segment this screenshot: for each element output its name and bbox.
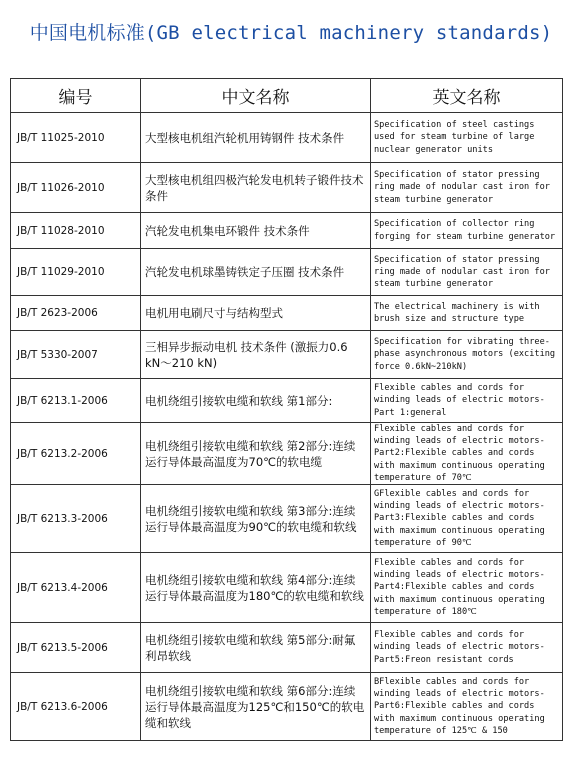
english-name: Specification of steel castings used for steam turbine of large nuclear generator units xyxy=(371,113,563,163)
table-row xyxy=(11,673,563,741)
chinese-name: 电机绕组引接软电缆和软线 第2部分:连续运行导体最高温度为70℃的软电缆 xyxy=(141,423,371,485)
english-name: Specification of stator pressing ring made of nodular cast iron for steam turbine generator xyxy=(371,249,563,296)
standard-code: JB/T 6213.1-2006 xyxy=(11,379,141,423)
table-row xyxy=(11,113,563,163)
page-title: 中国电机标准(GB electrical machinery standards) xyxy=(29,22,553,44)
english-name: BFlexible cables and cords for winding leads of electric motors-Part6:Flexible cables and cords with maximum continuous operating temperature of 125℃ & 150 xyxy=(371,673,563,741)
table-row xyxy=(11,485,563,553)
table-row xyxy=(11,296,563,331)
table-row xyxy=(11,163,563,213)
table-row xyxy=(11,553,563,623)
table-header-row xyxy=(11,79,563,113)
header-chinese-name: 中文名称 xyxy=(141,79,371,113)
chinese-name: 大型核电机组四极汽轮发电机转子锻件技术条件 xyxy=(141,163,371,213)
chinese-name: 电机绕组引接软电缆和软线 第4部分:连续运行导体最高温度为180℃的软电缆和软线 xyxy=(141,553,371,623)
header-code: 编号 xyxy=(11,79,141,113)
table-row xyxy=(11,213,563,249)
standard-code: JB/T 6213.3-2006 xyxy=(11,485,141,553)
table-row xyxy=(11,249,563,296)
standards-table xyxy=(10,78,563,741)
chinese-name: 汽轮发电机球墨铸铁定子压圈 技术条件 xyxy=(141,249,371,296)
english-name: Flexible cables and cords for winding leads of electric motors-Part 1:general xyxy=(371,379,563,423)
standard-code: JB/T 6213.4-2006 xyxy=(11,553,141,623)
table-row xyxy=(11,331,563,379)
standard-code: JB/T 11029-2010 xyxy=(11,249,141,296)
english-name: Flexible cables and cords for winding leads of electric motors-Part4:Flexible cables and cords with maximum continuous operating temperature of 180℃ xyxy=(371,553,563,623)
standard-code: JB/T 2623-2006 xyxy=(11,296,141,331)
standard-code: JB/T 11025-2010 xyxy=(11,113,141,163)
chinese-name: 大型核电机组汽轮机用铸钢件 技术条件 xyxy=(141,113,371,163)
chinese-name: 电机绕组引接软电缆和软线 第1部分: xyxy=(141,379,371,423)
table-row xyxy=(11,423,563,485)
english-name: GFlexible cables and cords for winding leads of electric motors-Part3:Flexible cables and cords with maximum continuous operating temperature of 90℃ xyxy=(371,485,563,553)
standard-code: JB/T 6213.6-2006 xyxy=(11,673,141,741)
english-name: Specification of collector ring forging for steam turbine generator xyxy=(371,213,563,249)
header-english-name: 英文名称 xyxy=(371,79,563,113)
chinese-name: 电机绕组引接软电缆和软线 第5部分:耐氟利昂软线 xyxy=(141,623,371,673)
english-name: Specification for vibrating three-phase asynchronous motors (exciting force 0.6kN~210kN) xyxy=(371,331,563,379)
standard-code: JB/T 11026-2010 xyxy=(11,163,141,213)
standard-code: JB/T 6213.2-2006 xyxy=(11,423,141,485)
english-name: Flexible cables and cords for winding leads of electric motors-Part2:Flexible cables and cords with maximum continuous operating temperature of 70℃ xyxy=(371,423,563,485)
chinese-name: 三相异步振动电机 技术条件 (激振力0.6 kN～210 kN) xyxy=(141,331,371,379)
chinese-name: 汽轮发电机集电环锻件 技术条件 xyxy=(141,213,371,249)
english-name: The electrical machinery is with brush size and structure type xyxy=(371,296,563,331)
table-row xyxy=(11,379,563,423)
chinese-name: 电机绕组引接软电缆和软线 第3部分:连续运行导体最高温度为90℃的软电缆和软线 xyxy=(141,485,371,553)
english-name: Specification of stator pressing ring made of nodular cast iron for steam turbine generator xyxy=(371,163,563,213)
table-row xyxy=(11,623,563,673)
standard-code: JB/T 11028-2010 xyxy=(11,213,141,249)
chinese-name: 电机绕组引接软电缆和软线 第6部分:连续运行导体最高温度为125℃和150℃的软电缆和软线 xyxy=(141,673,371,741)
chinese-name: 电机用电刷尺寸与结构型式 xyxy=(141,296,371,331)
standard-code: JB/T 5330-2007 xyxy=(11,331,141,379)
standard-code: JB/T 6213.5-2006 xyxy=(11,623,141,673)
english-name: Flexible cables and cords for winding leads of electric motors-Part5:Freon resistant cords xyxy=(371,623,563,673)
